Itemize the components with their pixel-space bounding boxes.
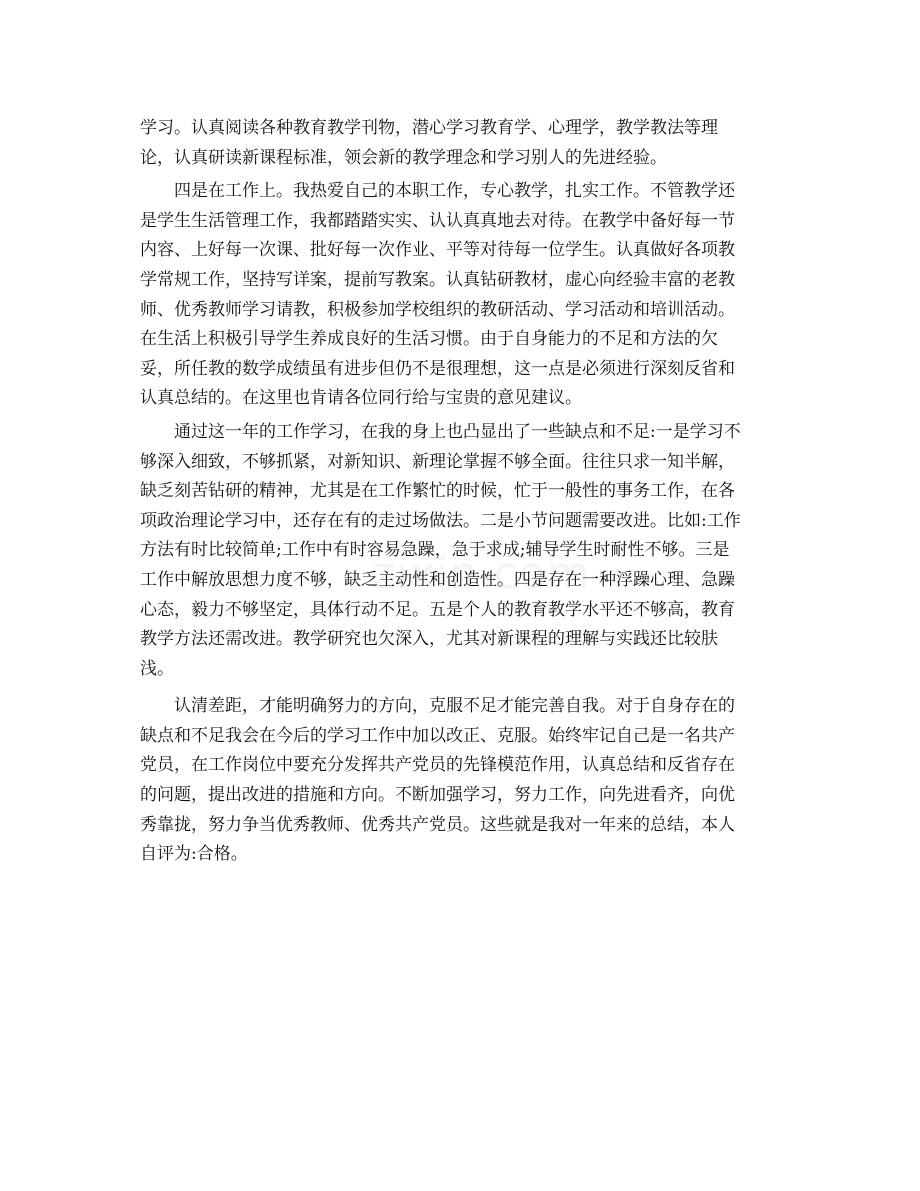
- text-line: 是学生生活管理工作，我都踏踏实实、认认真真地去对待。在教学中备好每一节: [140, 210, 735, 231]
- text-line: 项政治理论学习中，还存在有的走过场做法。二是小节问题需要改进。比如:工作: [140, 510, 741, 531]
- text-line: 缺点和不足我会在今后的学习工作中加以改正、克服。始终牢记自己是一名共产: [140, 725, 735, 746]
- text-line: 工作中解放思想力度不够，缺乏主动性和创造性。四是存在一种浮躁心理、急躁: [140, 569, 735, 590]
- text-line: 在生活上积极引导学生养成良好的生活习惯。由于自身能力的不足和方法的欠: [140, 329, 718, 350]
- text-line: 认真总结的。在这里也肯请各位同行给与宝贵的意见建议。: [140, 388, 582, 409]
- text-line: 够深入细致，不够抓紧，对新知识、新理论掌握不够全面。往往只求一知半解，: [140, 451, 735, 472]
- text-line: 的问题，提出改进的措施和方向。不断加强学习，努力工作，向先进看齐，向优: [140, 785, 735, 806]
- text-line: 学常规工作，坚持写详案，提前写教案。认真钻研教材，虚心向经验丰富的老教: [140, 269, 735, 290]
- paragraph-3: [140, 418, 780, 684]
- text-line: 妥，所任教的数学成绩虽有进步但仍不是很理想，这一点是必须进行深刻反省和: [140, 358, 735, 379]
- text-line: 四是在工作上。我热爱自己的本职工作，专心教学，扎实工作。不管教学还: [174, 181, 735, 202]
- text-line: 认清差距，才能明确努力的方向，克服不足才能完善自我。对于自身存在的: [174, 696, 735, 717]
- paragraph-1: [140, 114, 780, 173]
- text-line: 通过这一年的工作学习，在我的身上也凸显出了一些缺点和不足:一是学习不: [174, 421, 741, 442]
- text-line: 内容、上好每一次课、批好每一次作业、平等对待每一位学生。认真做好各项教: [140, 240, 735, 261]
- text-line: 论，认真研读新课程标准，领会新的教学理念和学习别人的先进经验。: [140, 147, 667, 168]
- text-line: 秀靠拢，努力争当优秀教师、优秀共产党员。这些就是我对一年来的总结，本人: [140, 814, 735, 835]
- text-line: 学习。认真阅读各种教育教学刊物，潜心学习教育学、心理学，教学教法等理: [140, 118, 718, 138]
- text-line: 教学方法还需改进。教学研究也欠深入，尤其对新课程的理解与实践还比较肤: [140, 629, 718, 650]
- text-line: 心态，毅力不够坚定，具体行动不足。五是个人的教育教学水平还不够高，教育: [140, 599, 735, 620]
- paragraph-2: [140, 177, 780, 414]
- document-body: [140, 114, 780, 870]
- paragraph-4: [140, 692, 780, 870]
- text-line: 党员，在工作岗位中要充分发挥共产党员的先锋模范作用，认真总结和反省存在: [140, 755, 735, 776]
- text-line: 师、优秀教师学习请教，积极参加学校组织的教研活动、学习活动和培训活动。: [140, 299, 735, 320]
- text-line: 方法有时比较简单;工作中有时容易急躁，急于求成;辅导学生时耐性不够。三是: [140, 540, 730, 561]
- text-line: 浅。: [140, 658, 174, 679]
- text-line: 自评为:合格。: [140, 844, 248, 865]
- text-line: 缺乏刻苦钻研的精神，尤其是在工作繁忙的时候，忙于一般性的事务工作，在各: [140, 481, 735, 502]
